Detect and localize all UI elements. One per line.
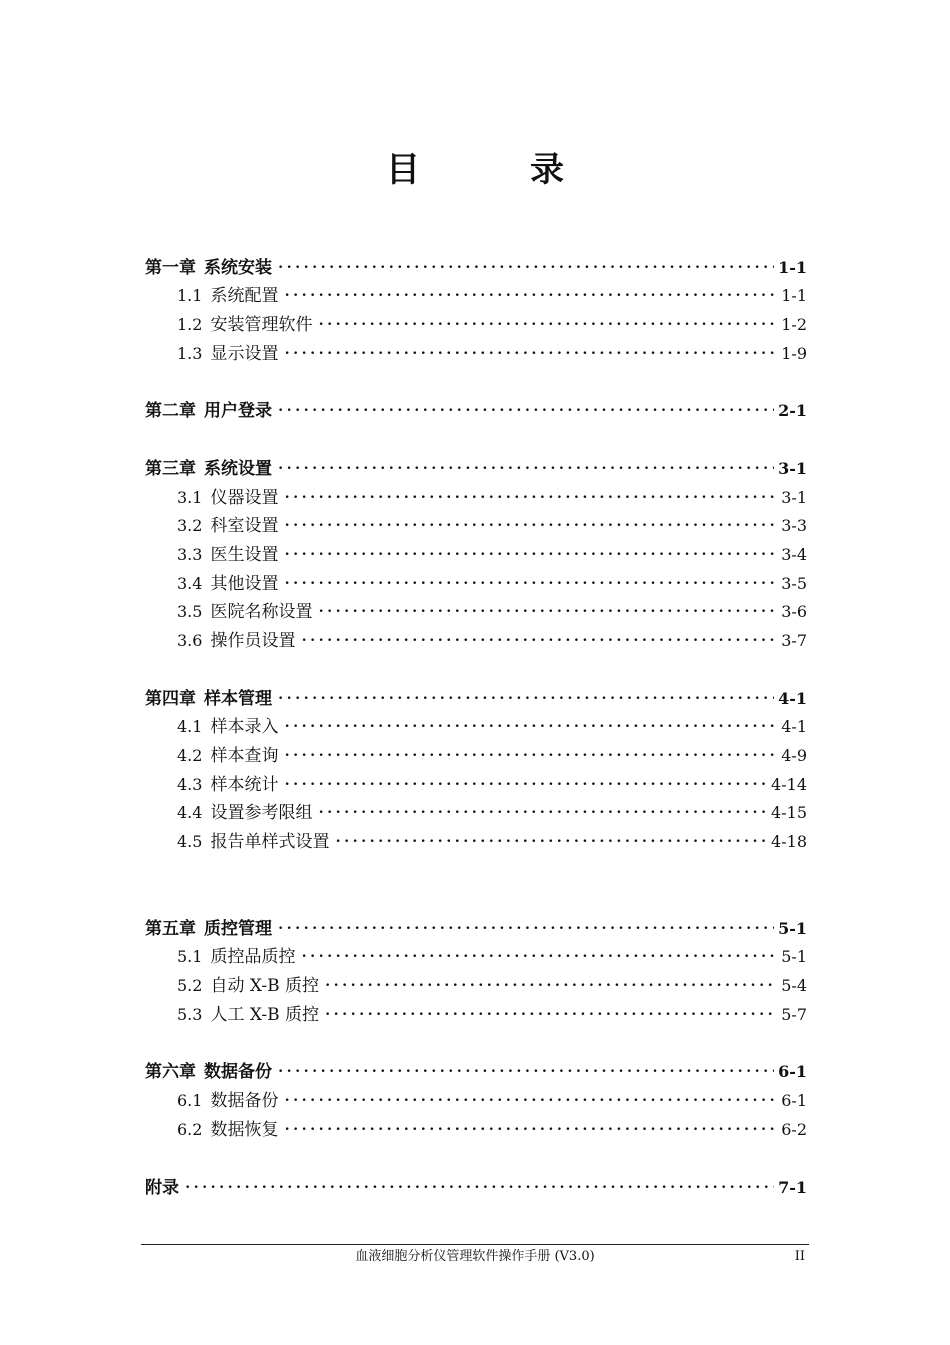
- toc-leader: [284, 342, 777, 366]
- footer-divider: [141, 1244, 809, 1245]
- toc-label: 数据备份: [210, 1091, 279, 1111]
- toc-section-3-2[interactable]: [177, 514, 807, 538]
- toc-leader: [301, 629, 777, 653]
- toc-leader: [284, 543, 777, 567]
- toc-leader: [284, 572, 777, 596]
- toc-label: 系统安装: [204, 258, 272, 278]
- toc-number: 1.2: [177, 315, 203, 334]
- toc-number: 第四章: [145, 689, 196, 709]
- toc-page: 1-1: [781, 286, 807, 305]
- toc-chapter-1[interactable]: [145, 256, 807, 280]
- toc-leader: [325, 974, 777, 998]
- toc-section-3-3[interactable]: [177, 543, 807, 567]
- toc-number: 3.2: [177, 516, 203, 535]
- toc-label: 医院名称设置: [210, 602, 313, 622]
- toc-label: 附录: [145, 1178, 179, 1198]
- toc-leader: [284, 1118, 777, 1142]
- toc-number: 3.5: [177, 602, 203, 621]
- toc-number: 第三章: [145, 459, 196, 479]
- toc-number: 3.3: [177, 545, 203, 564]
- toc-page: 4-15: [771, 803, 807, 822]
- toc-leader: [318, 600, 777, 624]
- toc-section-3-4[interactable]: [177, 572, 807, 596]
- toc-label: 安装管理软件: [210, 315, 313, 335]
- toc-section-4-3[interactable]: [177, 773, 807, 797]
- toc-number: 第五章: [145, 919, 196, 939]
- toc-section-5-1[interactable]: [177, 945, 807, 969]
- toc-page: 3-5: [781, 574, 807, 593]
- toc-leader: [284, 744, 777, 768]
- toc-number: 4.5: [177, 832, 203, 851]
- page-footer: [141, 1247, 809, 1267]
- toc-leader: [278, 917, 774, 941]
- toc-leader: [284, 715, 777, 739]
- toc-label: 操作员设置: [210, 631, 296, 651]
- toc-number: 3.4: [177, 574, 203, 593]
- toc-label: 样本录入: [210, 717, 279, 737]
- toc-leader: [335, 830, 767, 854]
- footer-manual-title: 血液细胞分析仪管理软件操作手册 (V3.0): [355, 1249, 595, 1264]
- footer-page-number: II: [794, 1249, 805, 1264]
- toc-section-1-2[interactable]: [177, 313, 807, 337]
- toc-number: 第六章: [145, 1062, 196, 1082]
- toc-chapter-2[interactable]: [145, 399, 807, 423]
- toc-page: 1-9: [781, 344, 807, 363]
- toc-section-3-6[interactable]: [177, 629, 807, 653]
- toc-page: 1-1: [778, 258, 807, 277]
- toc-leader: [325, 1003, 777, 1027]
- toc-page: 1-2: [781, 315, 807, 334]
- toc-section-1-3[interactable]: [177, 342, 807, 366]
- toc-number: 1.1: [177, 286, 203, 305]
- toc-page: 6-1: [778, 1062, 807, 1081]
- toc-page: 4-14: [771, 775, 807, 794]
- toc-section-3-5[interactable]: [177, 600, 807, 624]
- toc-leader: [301, 945, 777, 969]
- toc-section-5-2[interactable]: [177, 974, 807, 998]
- toc-page: 4-18: [771, 832, 807, 851]
- toc-leader: [284, 1089, 777, 1113]
- toc-leader: [318, 801, 767, 825]
- toc-section-4-1[interactable]: [177, 715, 807, 739]
- toc-number: 第一章: [145, 258, 196, 278]
- toc-page: 3-3: [781, 516, 807, 535]
- toc-number: 第二章: [145, 401, 196, 421]
- toc-number: 5.3: [177, 1005, 203, 1024]
- toc-label: 其他设置: [210, 574, 279, 594]
- toc-number: 4.3: [177, 775, 203, 794]
- toc-leader: [278, 399, 774, 423]
- toc-label: 人工 X-B 质控: [210, 1005, 319, 1025]
- toc-label: 质控品质控: [210, 947, 296, 967]
- toc-section-3-1[interactable]: [177, 486, 807, 510]
- toc-number: 4.4: [177, 803, 203, 822]
- toc-label: 设置参考限组: [210, 803, 313, 823]
- title-char-1: 目: [386, 150, 420, 190]
- toc-label: 仪器设置: [210, 488, 279, 508]
- toc-chapter-6[interactable]: [145, 1060, 807, 1084]
- toc-label: 报告单样式设置: [210, 832, 330, 852]
- toc-page: 4-1: [778, 689, 807, 708]
- toc-label: 显示设置: [210, 344, 279, 364]
- toc-label: 医生设置: [210, 545, 279, 565]
- toc-number: 1.3: [177, 344, 203, 363]
- toc-page: 3-1: [778, 459, 807, 478]
- toc-label: 科室设置: [210, 516, 279, 536]
- toc-page: 5-1: [781, 947, 807, 966]
- toc-chapter-3[interactable]: [145, 457, 807, 481]
- toc-leader: [278, 687, 774, 711]
- toc-page: 5-7: [781, 1005, 807, 1024]
- toc-leader: [185, 1176, 774, 1200]
- toc-label: 系统配置: [210, 286, 279, 306]
- toc-label: 数据备份: [204, 1062, 272, 1082]
- toc-leader: [318, 313, 777, 337]
- toc-page: 6-2: [781, 1120, 807, 1139]
- toc-label: 质控管理: [204, 919, 272, 939]
- toc-number: 5.2: [177, 976, 203, 995]
- toc-page: 4-1: [781, 717, 807, 736]
- toc-number: 3.1: [177, 488, 203, 507]
- toc-leader: [284, 486, 777, 510]
- toc-section-4-4[interactable]: [177, 801, 807, 825]
- toc-section-4-2[interactable]: [177, 744, 807, 768]
- toc-section-1-1[interactable]: [177, 284, 807, 308]
- toc-label: 样本统计: [210, 775, 279, 795]
- toc-label: 用户登录: [204, 401, 272, 421]
- toc-leader: [278, 256, 774, 280]
- toc-page: 2-1: [778, 401, 807, 420]
- toc-section-6-2[interactable]: [177, 1118, 807, 1142]
- toc-leader: [278, 457, 774, 481]
- toc-number: 6.2: [177, 1120, 203, 1139]
- toc-number: 6.1: [177, 1091, 203, 1110]
- toc-page: 3-6: [781, 602, 807, 621]
- toc-label: 样本管理: [204, 689, 272, 709]
- toc-section-6-1[interactable]: [177, 1089, 807, 1113]
- toc-chapter-5[interactable]: [145, 917, 807, 941]
- toc-label: 数据恢复: [210, 1120, 279, 1140]
- toc-label: 自动 X-B 质控: [210, 976, 319, 996]
- toc-section-4-5[interactable]: [177, 830, 807, 854]
- toc-leader: [278, 1060, 774, 1084]
- toc-page: 5-1: [778, 919, 807, 938]
- toc-number: 4.1: [177, 717, 203, 736]
- toc-page: 3-1: [781, 488, 807, 507]
- toc-page: 6-1: [781, 1091, 807, 1110]
- toc-number: 3.6: [177, 631, 203, 650]
- toc-page: 5-4: [781, 976, 807, 995]
- toc-label: 样本查询: [210, 746, 279, 766]
- toc-leader: [284, 773, 767, 797]
- toc-leader: [284, 284, 777, 308]
- toc-page: 3-4: [781, 545, 807, 564]
- toc-number: 5.1: [177, 947, 203, 966]
- toc-page: 3-7: [781, 631, 807, 650]
- toc-number: 4.2: [177, 746, 203, 765]
- toc-page: 7-1: [778, 1178, 807, 1197]
- toc-leader: [284, 514, 777, 538]
- toc-appendix[interactable]: [145, 1176, 807, 1200]
- toc-label: 系统设置: [204, 459, 272, 479]
- toc-page: 4-9: [781, 746, 807, 765]
- title-char-2: 录: [530, 150, 564, 190]
- toc-section-5-3[interactable]: [177, 1003, 807, 1027]
- toc-chapter-4[interactable]: [145, 687, 807, 711]
